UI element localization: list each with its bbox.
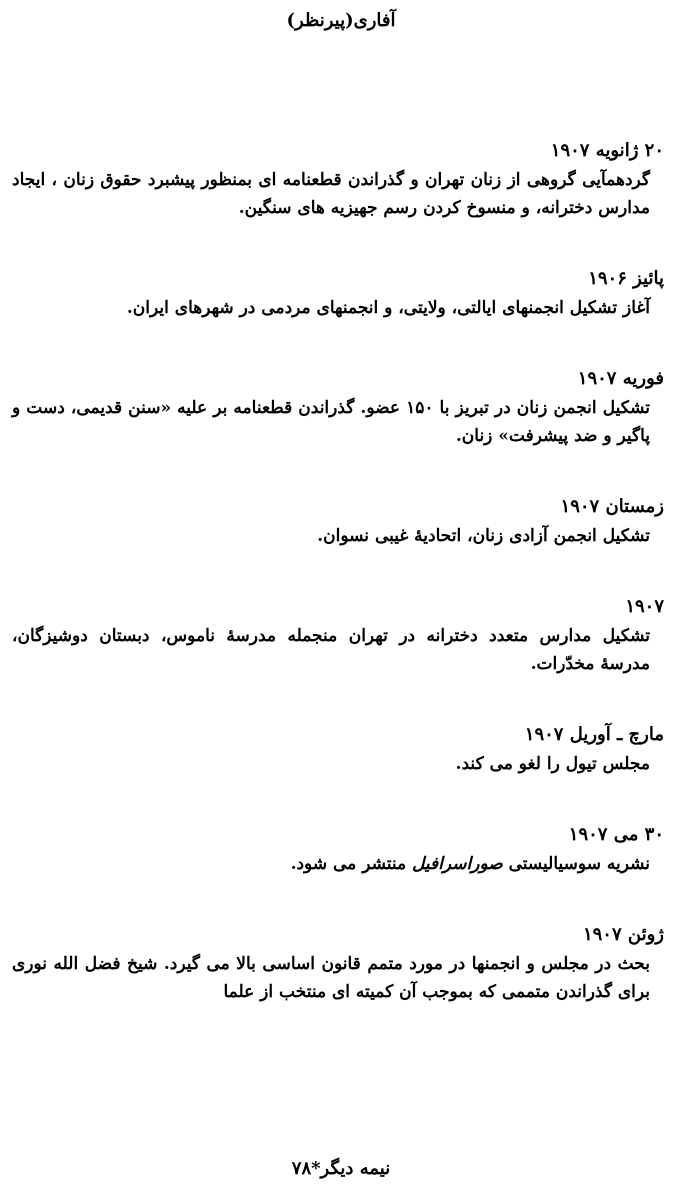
entry-date: پائیز ۱۹۰۶ (588, 268, 664, 289)
chronology-entry (12, 266, 664, 322)
entry-date: ۳۰ می ۱۹۰۷ (568, 824, 664, 845)
entry-date: ۱۹۰۷ (625, 596, 664, 617)
entry-text: آغاز تشکیل انجمنهای ایالتی، ولایتی، و انجمنهای مردمی در شهرهای ایران. (126, 298, 650, 318)
entry-text-before: نشریه سوسیالیستی (502, 854, 650, 874)
entry-text (12, 850, 664, 878)
entry-text: تشکیل انجمن زنان در تبریز با ۱۵۰ عضو. گذراندن قطعنامه بر علیه «سنن قدیمی، دست و پاگیر و ضد پیشرفت» زنان. (12, 398, 650, 446)
entry-text: تشکیل انجمن آزادی زنان، اتحادیهٔ غیبی نسوان. (317, 526, 650, 546)
chronology-entry (12, 494, 664, 550)
entry-date: ژوئن ۱۹۰۷ (582, 924, 664, 945)
entry-text: بحث در مجلس و انجمنها در مورد متمم قانون اساسی بالا می گیرد. شیخ فضل الله نوری برای گذراندن متممی که بموجب آن کمیته ای منتخب از علما (12, 954, 650, 1002)
chronology-entry (12, 594, 664, 678)
entry-date: زمستان ۱۹۰۷ (560, 496, 664, 517)
entry-text: مجلس تیول را لغو می کند. (455, 754, 650, 774)
chronology-entry (12, 722, 664, 778)
entry-date: ۲۰ ژانویه ۱۹۰۷ (550, 140, 664, 161)
page-footer: نیمه دیگر*۷۸ (291, 1158, 391, 1179)
entry-text-after: منتشر می شود. (290, 854, 413, 874)
chronology-entry (12, 922, 664, 1006)
chronology-entry (12, 822, 664, 878)
entry-date: فوریه ۱۹۰۷ (577, 368, 664, 389)
chronology-list (12, 138, 664, 1050)
chronology-entry (12, 366, 664, 450)
chronology-entry (12, 138, 664, 222)
entry-date: مارچ ـ آوریل ۱۹۰۷ (524, 724, 664, 745)
page-header: آفاری(پیرنظر) (286, 10, 396, 31)
entry-text: گردهمآیی گروهی از زنان تهران و گذراندن قطعنامه ای بمنظور پیشبرد حقوق زنان ، ایجاد مدارس دخترانه، و منسوخ کردن رسم جهیزیه های سنگین. (12, 170, 650, 218)
publication-name: صوراسرافیل (412, 854, 503, 874)
entry-text: تشکیل مدارس متعدد دخترانه در تهران منجمله مدرسهٔ ناموس، دبستان دوشیزگان، مدرسهٔ مخدّرات. (12, 626, 650, 674)
